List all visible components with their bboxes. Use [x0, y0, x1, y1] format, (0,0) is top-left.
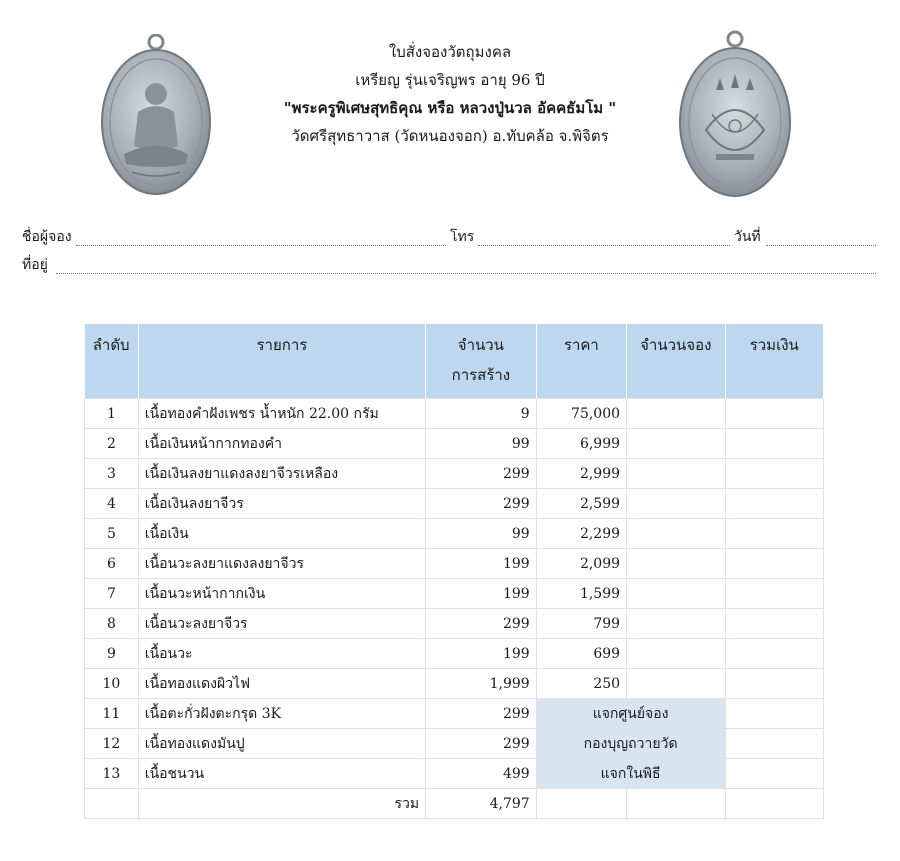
row-price: 799: [536, 609, 626, 639]
table-row: [85, 549, 824, 579]
row-item-name: เนื้อทองแดงผิวไฟ: [138, 669, 425, 699]
row-index: 11: [85, 699, 139, 729]
row-total-cell[interactable]: [725, 669, 824, 699]
document-subtitle: เหรียญ รุ่นเจริญพร อายุ 96 ปี: [355, 71, 545, 89]
address-label: ที่อยู่: [22, 254, 50, 276]
row-reserve-qty-cell[interactable]: [627, 669, 725, 699]
row-price: 2,999: [536, 459, 626, 489]
row-total-cell[interactable]: [725, 729, 824, 759]
form-row-name-phone-date: [22, 226, 878, 250]
phone-field-line[interactable]: [478, 245, 730, 246]
row-reserve-qty-cell[interactable]: [627, 579, 725, 609]
row-price: 75,000: [536, 399, 626, 429]
row-item-name: เนื้อเงินหน้ากากทองคำ: [138, 429, 425, 459]
document-header: [240, 38, 660, 150]
row-reserve-qty-cell[interactable]: [627, 609, 725, 639]
row-distribution-note: แจกในพิธี: [536, 759, 725, 789]
table-row: [85, 519, 824, 549]
row-reserve-qty-cell[interactable]: [627, 429, 725, 459]
col-header-total: รวมเงิน: [725, 324, 824, 399]
order-table: [84, 324, 824, 819]
row-price: 1,599: [536, 579, 626, 609]
row-made-count: 499: [426, 759, 537, 789]
row-index: 6: [85, 549, 139, 579]
row-made-count: 299: [426, 699, 537, 729]
date-field-line[interactable]: [766, 245, 876, 246]
row-price: 699: [536, 639, 626, 669]
total-made: 4,797: [426, 789, 537, 819]
col-header-made: [426, 324, 537, 399]
table-row: [85, 759, 824, 789]
date-label: วันที่: [734, 226, 763, 248]
row-distribution-note: แจกศูนย์จอง: [536, 699, 725, 729]
table-body: [85, 399, 824, 789]
medal-front-image: [98, 34, 214, 196]
row-item-name: เนื้อทองคำฝังเพชร น้ำหนัก 22.00 กรัม: [138, 399, 425, 429]
row-reserve-qty-cell[interactable]: [627, 519, 725, 549]
row-made-count: 199: [426, 639, 537, 669]
row-item-name: เนื้อเงินลงยาจีวร: [138, 489, 425, 519]
row-made-count: 299: [426, 729, 537, 759]
table-row: [85, 669, 824, 699]
row-made-count: 299: [426, 459, 537, 489]
temple-name: วัดศรีสุทธาวาส (วัดหนองจอก) อ.ทับคล้อ จ.พิจิตร: [291, 127, 609, 145]
row-index: 2: [85, 429, 139, 459]
row-total-cell[interactable]: [725, 579, 824, 609]
table-row: [85, 459, 824, 489]
row-made-count: 199: [426, 549, 537, 579]
table-row: [85, 429, 824, 459]
total-reserve-cell[interactable]: [627, 789, 725, 819]
table-row: [85, 699, 824, 729]
total-price-cell: [536, 789, 626, 819]
row-index: 9: [85, 639, 139, 669]
table-row: [85, 579, 824, 609]
row-item-name: เนื้อทองแดงมันปู: [138, 729, 425, 759]
total-empty-cell: [85, 789, 139, 819]
col-header-item: รายการ: [138, 324, 425, 399]
phone-label: โทร: [450, 226, 476, 248]
table-row: [85, 489, 824, 519]
row-item-name: เนื้อนวะลงยาแดงลงยาจีวร: [138, 549, 425, 579]
row-index: 12: [85, 729, 139, 759]
address-field-line[interactable]: [56, 273, 876, 274]
row-made-count: 1,999: [426, 669, 537, 699]
row-index: 7: [85, 579, 139, 609]
name-field-line[interactable]: [76, 245, 446, 246]
col-header-index: ลำดับ: [85, 324, 139, 399]
name-label: ชื่อผู้จอง: [22, 226, 74, 248]
row-total-cell[interactable]: [725, 429, 824, 459]
medal-back-image: [676, 30, 794, 198]
row-total-cell[interactable]: [725, 489, 824, 519]
row-made-count: 299: [426, 489, 537, 519]
row-total-cell[interactable]: [725, 519, 824, 549]
table-row: [85, 609, 824, 639]
row-total-cell[interactable]: [725, 549, 824, 579]
row-index: 3: [85, 459, 139, 489]
row-distribution-note: กองบุญถวายวัด: [536, 729, 725, 759]
row-made-count: 9: [426, 399, 537, 429]
table-header-row: [85, 324, 824, 399]
col-header-made-line1: จำนวน: [457, 336, 504, 354]
row-item-name: เนื้อชนวน: [138, 759, 425, 789]
row-made-count: 299: [426, 609, 537, 639]
row-total-cell[interactable]: [725, 759, 824, 789]
row-reserve-qty-cell[interactable]: [627, 459, 725, 489]
grand-total-cell[interactable]: [725, 789, 824, 819]
form-row-address: [22, 254, 878, 278]
row-total-cell[interactable]: [725, 399, 824, 429]
row-item-name: เนื้อตะกั่วฝังตะกรุด 3K: [138, 699, 425, 729]
monk-name: "พระครูพิเศษสุทธิคุณ หรือ หลวงปู่นวล อัคคธัมโม ": [283, 99, 617, 117]
row-made-count: 99: [426, 519, 537, 549]
row-item-name: เนื้อนวะหน้ากากเงิน: [138, 579, 425, 609]
row-index: 8: [85, 609, 139, 639]
row-made-count: 99: [426, 429, 537, 459]
row-price: 2,299: [536, 519, 626, 549]
row-total-cell[interactable]: [725, 459, 824, 489]
col-header-made-line2: การสร้าง: [451, 366, 511, 384]
row-made-count: 199: [426, 579, 537, 609]
row-price: 2,599: [536, 489, 626, 519]
row-reserve-qty-cell[interactable]: [627, 489, 725, 519]
row-index: 1: [85, 399, 139, 429]
row-total-cell[interactable]: [725, 609, 824, 639]
total-row: [85, 789, 824, 819]
row-item-name: เนื้อเงิน: [138, 519, 425, 549]
row-item-name: เนื้อนวะลงยาจีวร: [138, 609, 425, 639]
row-reserve-qty-cell[interactable]: [627, 549, 725, 579]
col-header-price: ราคา: [536, 324, 626, 399]
table-row: [85, 639, 824, 669]
total-label: รวม: [138, 789, 425, 819]
table-row: [85, 399, 824, 429]
document-title: ใบสั่งจองวัตถุมงคล: [388, 43, 512, 61]
row-index: 13: [85, 759, 139, 789]
row-reserve-qty-cell[interactable]: [627, 639, 725, 669]
row-index: 4: [85, 489, 139, 519]
row-price: 6,999: [536, 429, 626, 459]
row-index: 5: [85, 519, 139, 549]
row-reserve-qty-cell[interactable]: [627, 399, 725, 429]
row-item-name: เนื้อเงินลงยาแดงลงยาจีวรเหลือง: [138, 459, 425, 489]
col-header-reserve: จำนวนจอง: [627, 324, 725, 399]
table-row: [85, 729, 824, 759]
row-total-cell[interactable]: [725, 639, 824, 669]
row-index: 10: [85, 669, 139, 699]
row-total-cell[interactable]: [725, 699, 824, 729]
row-price: 2,099: [536, 549, 626, 579]
row-item-name: เนื้อนวะ: [138, 639, 425, 669]
row-price: 250: [536, 669, 626, 699]
